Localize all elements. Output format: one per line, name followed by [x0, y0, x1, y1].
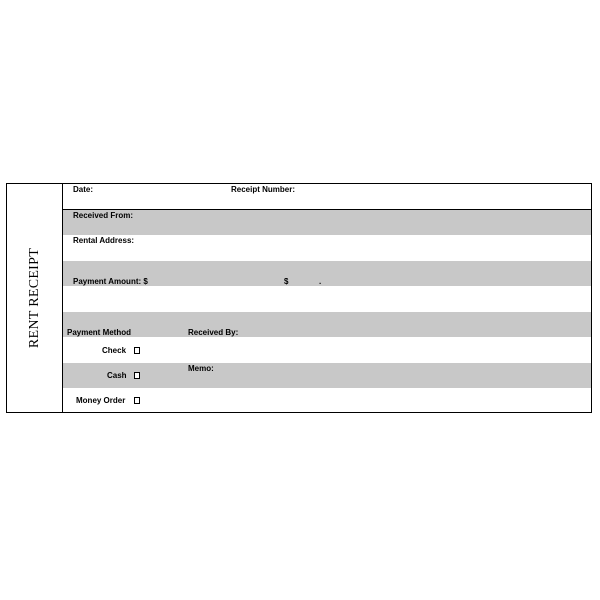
received-from-label: Received From:: [73, 211, 134, 220]
cash-memo-band: [63, 363, 591, 388]
received-by-label: Received By:: [188, 328, 239, 337]
money-order-checkbox[interactable]: [134, 397, 140, 404]
memo-label: Memo:: [188, 364, 214, 373]
rent-receipt-form: [6, 183, 592, 413]
receipt-side-panel: [7, 184, 63, 412]
receipt-number-label: Receipt Number:: [231, 185, 296, 194]
amount-decimal-point: .: [319, 277, 322, 286]
money-order-label: Money Order: [76, 396, 126, 405]
payment-method-label: Payment Method: [67, 328, 132, 337]
amount-dollar-sign: $: [284, 277, 289, 286]
cash-checkbox[interactable]: [134, 372, 140, 379]
cash-label: Cash: [107, 371, 127, 380]
receipt-title: RENT RECEIPT: [27, 247, 42, 349]
rental-address-label: Rental Address:: [73, 236, 135, 245]
date-label: Date:: [73, 185, 94, 194]
received-from-band: [63, 210, 591, 235]
check-label: Check: [102, 346, 127, 355]
check-checkbox[interactable]: [134, 347, 140, 354]
payment-method-band: [63, 312, 591, 337]
payment-amount-label: Payment Amount: $: [73, 277, 148, 286]
